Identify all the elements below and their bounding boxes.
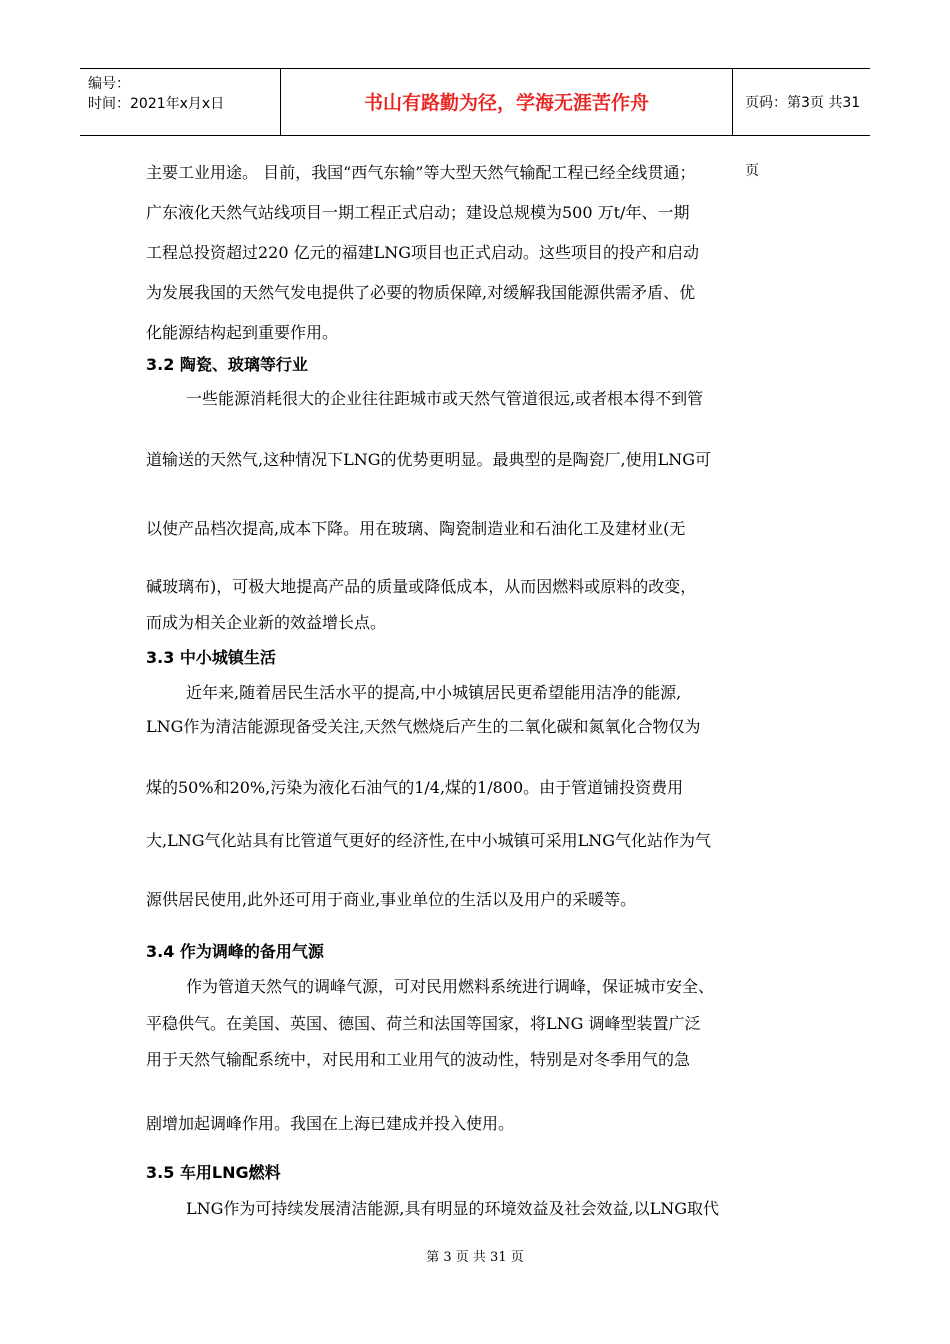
paragraph-line: 剧增加起调峰作用。我国在上海已建成并投入使用。 bbox=[146, 1114, 515, 1133]
paragraph-line: 化能源结构起到重要作用。 bbox=[146, 323, 339, 342]
paragraph-line: 用于天然气输配系统中，对民用和工业用气的波动性，特别是对冬季用气的急 bbox=[146, 1050, 691, 1069]
paragraph-line: 煤的50%和20%,污染为液化石油气的1/4,煤的1/800。由于管道铺投资费用 bbox=[146, 778, 684, 797]
paragraph-line: 工程总投资超过220 亿元的福建LNG项目也正式启动。这些项目的投产和启动 bbox=[146, 243, 700, 262]
paragraph-line: 大,LNG气化站具有比管道气更好的经济性,在中小城镇可采用LNG气化站作为气 bbox=[146, 831, 711, 850]
header-page-info: 页码：第3页 共31页 bbox=[745, 95, 861, 179]
paragraph-line: 广东液化天然气站线项目一期工程正式启动；建设总规模为500 万t/年、一期 bbox=[146, 203, 690, 222]
section-heading: 3.2 陶瓷、玻璃等行业 bbox=[146, 355, 308, 374]
page-footer: 第 3 页 共 31 页 bbox=[426, 1250, 524, 1265]
paragraph-line: 平稳供气。在美国、英国、德国、荷兰和法国等国家，将LNG 调峰型装置广泛 bbox=[146, 1014, 701, 1033]
header-meta bbox=[80, 69, 281, 135]
section-heading: 3.4 作为调峰的备用气源 bbox=[146, 942, 324, 961]
paragraph-line: 道输送的天然气,这种情况下LNG的优势更明显。最典型的是陶瓷厂,使用LNG可 bbox=[146, 450, 711, 469]
paragraph-line: 一些能源消耗很大的企业往往距城市或天然气管道很远,或者根本得不到管 bbox=[186, 389, 704, 408]
section-heading: 3.3 中小城镇生活 bbox=[146, 648, 276, 667]
paragraph-line: 源供居民使用,此外还可用于商业,事业单位的生活以及用户的采暖等。 bbox=[146, 890, 637, 909]
paragraph-line: LNG作为可持续发展清洁能源,具有明显的环境效益及社会效益,以LNG取代 bbox=[186, 1199, 719, 1218]
paragraph-line: 而成为相关企业新的效益增长点。 bbox=[146, 613, 387, 632]
document-time-label: 时间：2021年x月x日 bbox=[88, 96, 225, 112]
paragraph-line: 以使产品档次提高,成本下降。用在玻璃、陶瓷制造业和石油化工及建材业(无 bbox=[146, 519, 686, 538]
paragraph-line: 碱玻璃布)，可极大地提高产品的质量或降低成本，从而因燃料或原料的改变， bbox=[146, 577, 697, 596]
paragraph-line: LNG作为清洁能源现备受关注,天然气燃烧后产生的二氧化碳和氮氧化合物仅为 bbox=[146, 717, 701, 736]
paragraph-line: 主要工业用途。 目前，我国“西气东输”等大型天然气输配工程已经全线贯通； bbox=[146, 163, 696, 182]
paragraph-line: 为发展我国的天然气发电提供了必要的物质保障,对缓解我国能源供需矛盾、优 bbox=[146, 283, 696, 302]
document-number-label: 编号： bbox=[88, 76, 130, 92]
section-heading: 3.5 车用LNG燃料 bbox=[146, 1163, 281, 1182]
header-motto: 书山有路勤为径，学海无涯苦作舟 bbox=[281, 69, 733, 135]
paragraph-line: 作为管道天然气的调峰气源，可对民用燃料系统进行调峰，保证城市安全、 bbox=[186, 977, 715, 996]
paragraph-line: 近年来,随着居民生活水平的提高,中小城镇居民更希望能用洁净的能源, bbox=[186, 683, 682, 702]
